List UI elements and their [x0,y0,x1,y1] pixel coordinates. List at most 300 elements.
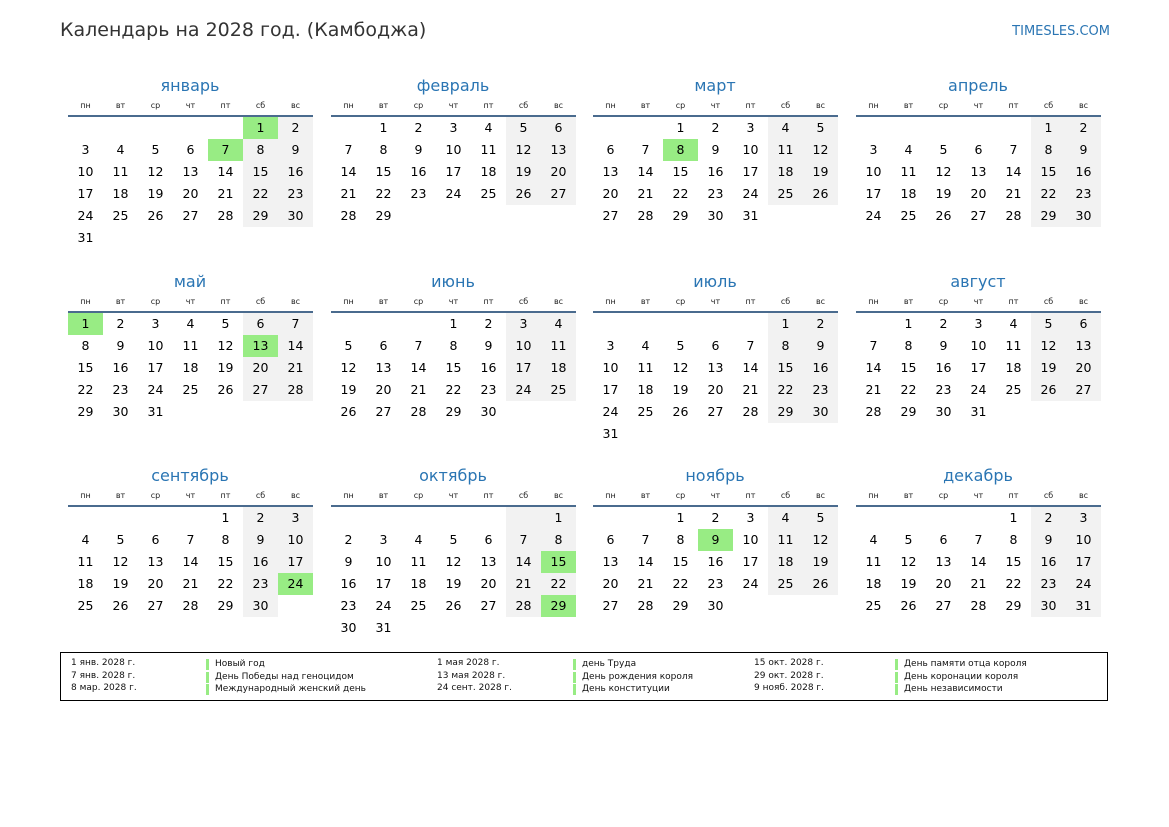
day-cell: 5 [151,142,160,157]
page-title: Календарь на 2028 год. (Камбоджа) [60,19,427,41]
day-cell: 13 [935,554,952,569]
weekday-label: сб [255,491,266,500]
weekday-label: пн [868,297,879,306]
day-cell: 9 [278,139,313,161]
day-cell: 23 [410,186,427,201]
day-cell: 24 [147,382,164,397]
weekday-label: сб [255,101,266,110]
weekday-label: вс [815,297,826,306]
day-cell: 14 [217,164,234,179]
day-cell: 13 [602,164,619,179]
day-cell: 6 [151,532,160,547]
day-cell: 13 [147,554,164,569]
day-cell: 15 [900,360,917,375]
weekday-header [331,293,576,313]
day-cell: 7 [208,139,243,161]
day-cell: 11 [768,139,803,161]
day-cell: 18 [480,164,497,179]
day-cell: 1 [449,316,458,331]
day-cell: 15 [243,161,278,183]
day-cell: 12 [340,360,357,375]
weekday-label: пн [605,101,616,110]
day-cell: 13 [602,554,619,569]
day-cell: 19 [147,186,164,201]
weekday-label: вс [290,297,301,306]
weekday-label: ср [150,297,161,306]
empty-cell [278,401,313,423]
day-cell: 25 [112,208,129,223]
day-cell: 26 [506,183,541,205]
day-cell: 29 [375,208,392,223]
empty-cell [173,401,208,423]
day-cell: 22 [77,382,94,397]
day-grid [68,117,313,249]
empty-cell [68,117,103,139]
day-cell: 20 [602,576,619,591]
weekday-label: вт [640,101,651,110]
month-block [331,465,576,639]
day-cell: 18 [768,551,803,573]
weekday-label: пн [80,491,91,500]
day-cell: 24 [865,208,882,223]
day-cell: 3 [278,507,313,529]
day-cell: 16 [707,554,724,569]
empty-cell [138,117,173,139]
holiday-name: День рождения короля [573,672,693,683]
day-cell: 13 [243,335,278,357]
empty-cell [733,423,768,445]
empty-cell [1031,401,1066,423]
empty-cell [506,205,541,227]
day-cell: 1 [904,316,913,331]
day-cell: 6 [243,313,278,335]
day-cell: 5 [449,532,458,547]
weekday-label: сб [780,101,791,110]
day-cell: 5 [939,142,948,157]
day-cell: 15 [445,360,462,375]
day-cell: 6 [541,117,576,139]
empty-cell [208,401,243,423]
day-cell: 4 [81,532,90,547]
empty-cell [996,401,1031,423]
day-cell: 24 [742,186,759,201]
day-cell: 28 [410,404,427,419]
empty-cell [243,227,278,249]
day-cell: 20 [541,161,576,183]
day-cell: 8 [221,532,230,547]
weekday-label: чт [185,297,196,306]
day-cell: 1 [68,313,103,335]
holiday-name: Новый год [206,659,265,670]
day-cell: 2 [939,316,948,331]
day-cell: 19 [1031,357,1066,379]
day-cell: 13 [707,360,724,375]
day-cell: 11 [1005,338,1022,353]
day-cell: 5 [344,338,353,353]
day-cell: 29 [1031,205,1066,227]
holiday-date: 29 окт. 2028 г. [754,670,824,681]
empty-cell [506,507,541,529]
weekday-header [68,97,313,117]
day-cell: 21 [1005,186,1022,201]
day-cell: 21 [410,382,427,397]
day-cell: 16 [1031,551,1066,573]
day-cell: 4 [768,117,803,139]
day-cell: 5 [116,532,125,547]
day-cell: 9 [484,338,493,353]
month-block [331,75,576,227]
day-cell: 23 [112,382,129,397]
day-cell: 27 [182,208,199,223]
empty-cell [961,507,996,529]
day-cell: 10 [742,142,759,157]
day-cell: 2 [1066,117,1101,139]
day-cell: 28 [278,379,313,401]
day-cell: 2 [278,117,313,139]
day-cell: 4 [414,532,423,547]
day-cell: 8 [243,139,278,161]
holiday-date: 9 нояб. 2028 г. [754,683,825,693]
weekday-label: ср [938,297,949,306]
day-cell: 26 [217,382,234,397]
day-cell: 12 [803,139,838,161]
day-cell: 28 [637,208,654,223]
empty-cell [208,227,243,249]
day-cell: 31 [602,426,619,441]
day-cell: 18 [900,186,917,201]
empty-cell [961,117,996,139]
day-cell: 29 [768,401,803,423]
day-cell: 19 [672,382,689,397]
weekday-header [68,293,313,313]
day-cell: 13 [182,164,199,179]
day-cell: 25 [182,382,199,397]
day-cell: 19 [217,360,234,375]
day-cell: 19 [445,576,462,591]
day-cell: 1 [379,120,388,135]
day-cell: 23 [340,598,357,613]
day-cell: 21 [506,573,541,595]
holiday-date: 15 окт. 2028 г. [754,658,824,668]
weekday-label: пт [220,297,231,306]
weekday-label: вт [115,491,126,500]
day-cell: 2 [803,313,838,335]
weekday-label: пт [1008,101,1019,110]
day-cell: 18 [637,382,654,397]
day-cell: 19 [900,576,917,591]
day-cell: 9 [1031,529,1066,551]
day-grid [331,313,576,423]
day-cell: 12 [147,164,164,179]
day-cell: 9 [116,338,125,353]
day-cell: 26 [900,598,917,613]
day-cell: 15 [768,357,803,379]
day-cell: 11 [900,164,917,179]
empty-cell [366,507,401,529]
day-grid [68,313,313,423]
day-cell: 21 [182,576,199,591]
weekday-label: сб [255,297,266,306]
empty-cell [471,507,506,529]
weekday-label: пт [483,491,494,500]
empty-cell [891,117,926,139]
day-cell: 8 [379,142,388,157]
holiday-date: 1 мая 2028 г. [437,658,500,668]
weekday-label: чт [973,297,984,306]
day-cell: 14 [970,554,987,569]
site-link[interactable]: TIMESLES.COM [1012,24,1110,39]
empty-cell [103,227,138,249]
day-cell: 25 [541,379,576,401]
day-cell: 14 [410,360,427,375]
day-cell: 21 [742,382,759,397]
day-cell: 6 [974,142,983,157]
day-cell: 3 [151,316,160,331]
day-cell: 30 [340,620,357,635]
weekday-label: ср [150,491,161,500]
day-cell: 30 [243,595,278,617]
day-cell: 31 [147,404,164,419]
day-cell: 18 [1005,360,1022,375]
day-cell: 20 [970,186,987,201]
month-block [856,75,1101,227]
day-cell: 22 [1031,183,1066,205]
day-cell: 9 [243,529,278,551]
empty-cell [436,205,471,227]
weekday-label: пн [343,491,354,500]
day-cell: 9 [711,142,720,157]
weekday-label: вс [290,101,301,110]
empty-cell [628,423,663,445]
empty-cell [593,313,628,335]
empty-cell [768,595,803,617]
day-cell: 11 [480,142,497,157]
empty-cell [663,423,698,445]
weekday-label: вт [903,297,914,306]
empty-cell [541,401,576,423]
day-cell: 10 [77,164,94,179]
day-cell: 25 [768,573,803,595]
day-cell: 26 [672,404,689,419]
day-cell: 30 [278,205,313,227]
day-cell: 8 [676,532,685,547]
empty-cell [278,595,313,617]
day-grid [856,313,1101,423]
day-cell: 30 [803,401,838,423]
day-cell: 6 [186,142,195,157]
day-cell: 10 [970,338,987,353]
day-cell: 25 [410,598,427,613]
holiday-name: День независимости [895,684,1003,695]
weekday-label: пн [80,101,91,110]
day-cell: 27 [480,598,497,613]
weekday-label: чт [710,297,721,306]
month-name: январь [160,76,220,95]
day-cell: 16 [1066,161,1101,183]
weekday-label: вт [115,101,126,110]
month-name: февраль [416,76,490,95]
weekday-label: пн [868,491,879,500]
day-cell: 29 [217,598,234,613]
weekday-label: пн [605,297,616,306]
day-cell: 14 [637,554,654,569]
day-cell: 25 [480,186,497,201]
day-cell: 12 [112,554,129,569]
weekday-label: чт [448,491,459,500]
empty-cell [733,595,768,617]
day-cell: 10 [278,529,313,551]
empty-cell [628,117,663,139]
weekday-label: ср [413,491,424,500]
day-cell: 14 [182,554,199,569]
day-cell: 23 [278,183,313,205]
holiday-date: 1 янв. 2028 г. [71,658,136,668]
day-cell: 2 [711,510,720,525]
day-cell: 16 [243,551,278,573]
day-cell: 31 [742,208,759,223]
empty-cell [173,227,208,249]
day-cell: 24 [602,404,619,419]
weekday-label: ср [675,297,686,306]
empty-cell [541,205,576,227]
empty-cell [856,313,891,335]
day-cell: 17 [375,576,392,591]
day-cell: 3 [379,532,388,547]
day-cell: 5 [803,507,838,529]
weekday-label: пт [1008,491,1019,500]
empty-cell [663,313,698,335]
empty-cell [506,401,541,423]
day-cell: 24 [77,208,94,223]
day-cell: 26 [1031,379,1066,401]
weekday-label: пн [868,101,879,110]
day-grid [593,117,838,227]
day-cell: 22 [1005,576,1022,591]
day-cell: 24 [375,598,392,613]
day-cell: 22 [243,183,278,205]
day-cell: 3 [746,120,755,135]
day-cell: 4 [641,338,650,353]
empty-cell [471,617,506,639]
day-cell: 15 [1031,161,1066,183]
day-cell: 12 [803,529,838,551]
day-cell: 6 [1066,313,1101,335]
day-cell: 13 [541,139,576,161]
holiday-name: Международный женский день [206,684,366,695]
empty-cell [856,117,891,139]
day-cell: 16 [340,576,357,591]
empty-cell [366,313,401,335]
weekday-label: пт [220,101,231,110]
day-grid [331,117,576,227]
day-cell: 26 [803,573,838,595]
day-cell: 13 [375,360,392,375]
day-cell: 19 [112,576,129,591]
day-cell: 7 [974,532,983,547]
holiday-name: День Победы над геноцидом [206,672,354,683]
day-cell: 8 [81,338,90,353]
weekday-label: сб [518,101,529,110]
weekday-label: ср [675,491,686,500]
day-cell: 19 [340,382,357,397]
day-cell: 6 [484,532,493,547]
day-cell: 27 [970,208,987,223]
month-name: март [694,76,736,95]
weekday-label: ср [938,101,949,110]
empty-cell [331,117,366,139]
day-cell: 4 [541,313,576,335]
empty-cell [1066,401,1101,423]
weekday-label: пт [483,101,494,110]
weekday-label: пт [745,491,756,500]
day-cell: 25 [768,183,803,205]
day-cell: 10 [147,338,164,353]
weekday-label: пт [483,297,494,306]
weekday-label: пт [745,101,756,110]
day-cell: 17 [742,554,759,569]
weekday-header [593,293,838,313]
day-cell: 8 [768,335,803,357]
empty-cell [593,507,628,529]
day-cell: 24 [1066,573,1101,595]
empty-cell [541,617,576,639]
empty-cell [471,205,506,227]
day-cell: 15 [541,551,576,573]
day-cell: 20 [707,382,724,397]
empty-cell [331,507,366,529]
day-cell: 18 [112,186,129,201]
day-cell: 7 [641,532,650,547]
day-cell: 14 [637,164,654,179]
empty-cell [628,507,663,529]
day-cell: 8 [663,139,698,161]
weekday-label: вс [1078,491,1089,500]
day-cell: 28 [1005,208,1022,223]
day-cell: 21 [637,576,654,591]
day-cell: 12 [445,554,462,569]
day-cell: 7 [278,313,313,335]
day-cell: 27 [707,404,724,419]
day-cell: 17 [602,382,619,397]
day-cell: 2 [344,532,353,547]
empty-cell [173,507,208,529]
day-cell: 22 [541,573,576,595]
day-cell: 4 [1009,316,1018,331]
day-cell: 18 [768,161,803,183]
weekday-label: чт [710,491,721,500]
day-cell: 23 [707,576,724,591]
weekday-label: вс [553,101,564,110]
day-cell: 27 [1066,379,1101,401]
weekday-header [68,487,313,507]
weekday-label: пн [80,297,91,306]
day-cell: 11 [541,335,576,357]
day-cell: 17 [506,357,541,379]
day-cell: 6 [606,142,615,157]
month-name: июль [693,272,737,291]
day-cell: 21 [865,382,882,397]
month-block [68,465,313,617]
day-cell: 15 [672,164,689,179]
day-cell: 25 [865,598,882,613]
day-cell: 25 [637,404,654,419]
empty-cell [803,423,838,445]
month-name: май [173,272,207,291]
day-cell: 26 [935,208,952,223]
day-cell: 18 [410,576,427,591]
day-cell: 3 [449,120,458,135]
empty-cell [243,401,278,423]
